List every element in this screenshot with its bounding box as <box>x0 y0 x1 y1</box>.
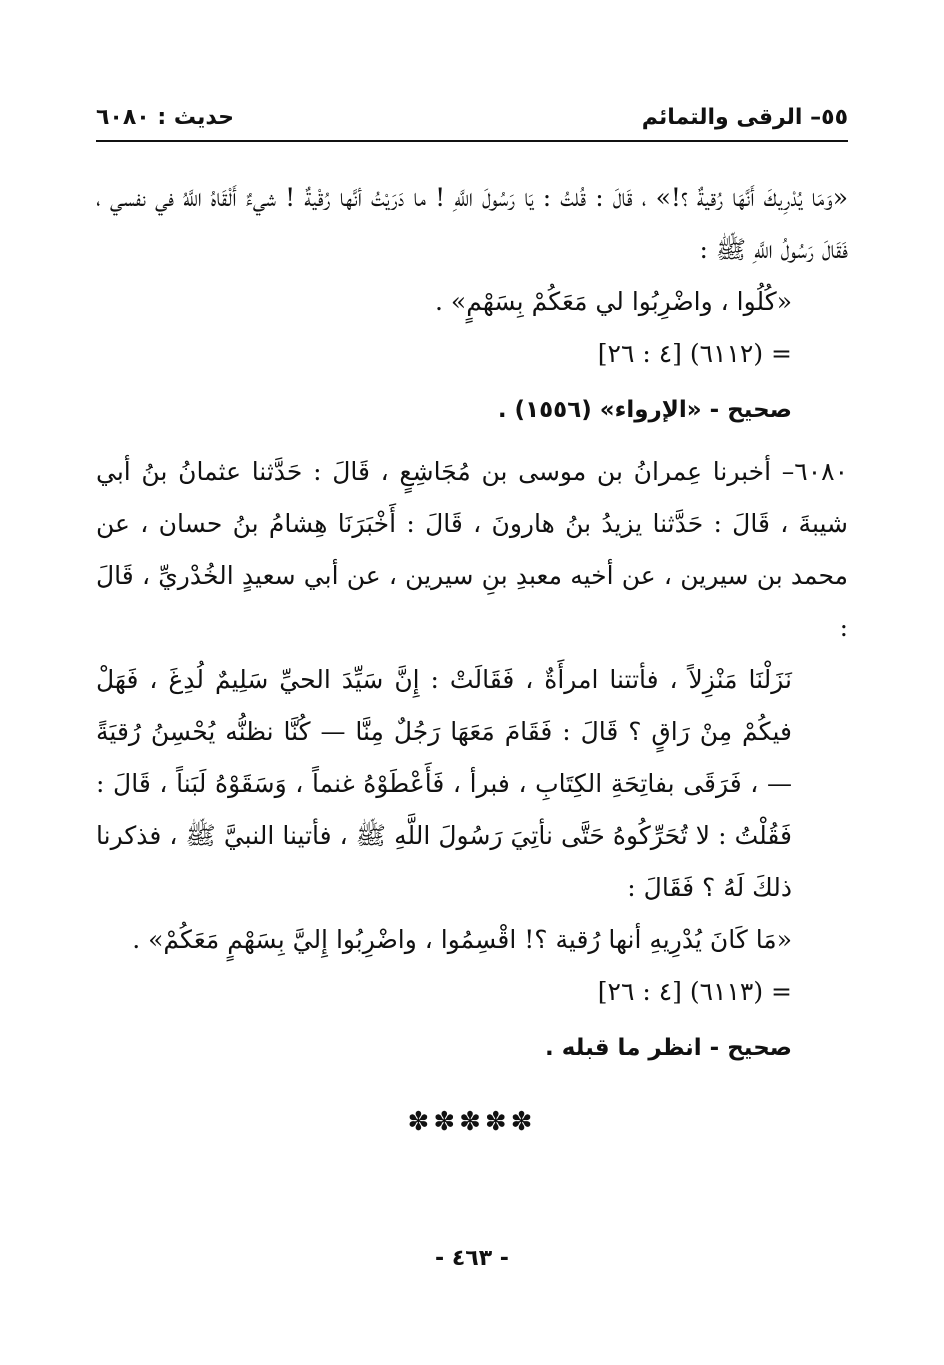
header-rule <box>96 140 848 142</box>
prophetic-saying: «كُلُوا ، واضْرِبُوا لي مَعَكُمْ بِسَهْمٍ» . <box>435 287 792 316</box>
running-header <box>96 92 848 142</box>
section-separator: ✽✽✽✽✽ <box>407 1107 537 1137</box>
prophetic-saying: «مَا كَانَ يُدْرِيهِ أنها رُقية ؟! اقْسِمُوا ، واضْرِبُوا إِليَّ بِسَهْمٍ مَعَكُمْ» . <box>132 925 792 954</box>
grading-verdict: صحيح - «الإرواء» (١٥٥٦) . <box>497 397 792 423</box>
matn-paragraph: نَزَلْنَا مَنْزِلاً ، فأتتنا امرأَةٌ ، فَقَالَتْ : إِنَّ سَيِّدَ الحيِّ سَلِيمٌ لُدِغَ ، فَهَلْ فيكُمْ مِنْ رَاقٍ ؟ قَالَ : فَقَامَ مَعَهَا رَجُلٌ مِنَّا — كُنَّا نظنُّه يُحْسِنُ رُقيَةً — ، فَرَقَى بفاتِحَةِ الكِتَابِ ، فبرأ ، فَأَعْطَوْهُ غنماً ، وَسَقَوْهُ لَبَناً ، قَالَ : فَقُلْتُ : لا تُحَرِّكُوهُ حَتَّى نأتِيَ رَسُولَ اللَّهِ ﷺ ، فأتينا النبيَّ ﷺ ، فذكرنا ذلكَ لَهُ ؟ فَقَالَ : <box>96 665 792 902</box>
isnad-paragraph: ٦٠٨٠– أخبرنا عِمرانُ بن موسى بن مُجَاشِعٍ ، قَالَ : حَدَّثنا عثمانُ بنُ أبي شيبةَ ، قَالَ : حَدَّثنا يزيدُ بنُ هارونَ ، قَالَ : أَخْبَرَنَا هِشامُ بنُ حسان ، عن محمد بن سيرين ، عن أخيه معبدِ بنِ سيرين ، عن أبي سعيدٍ الخُدْريِّ ، قَالَ : <box>96 457 848 642</box>
cross-reference: = (٦١١٣) [٤ : ٢٦] <box>597 977 792 1006</box>
page-body <box>96 172 848 1148</box>
chapter-title: ٥٥– الرقى والتمائم <box>641 104 848 130</box>
cross-reference: = (٦١١٢) [٤ : ٢٦] <box>597 339 792 368</box>
hadith-number: حديث : ٦٠٨٠ <box>96 104 234 130</box>
grading-verdict: صحيح - انظر ما قبله . <box>545 1035 792 1061</box>
text-paragraph: «وَمَا يُدْرِيكَ أَنَّهَا رُقيةٌ ؟!» ، قَالَ : قُلتُ : يَا رَسُولَ اللَّهِ ! ما دَرَيْتُ أنَّها رُقْيةٌ ! شيءٌ أَلْقَاهُ اللَّهُ في نفسي ، فَقَالَ رَسُولُ اللَّهِ ﷺ : <box>96 183 848 264</box>
page-number: - ٤٦٣ - <box>435 1246 509 1271</box>
